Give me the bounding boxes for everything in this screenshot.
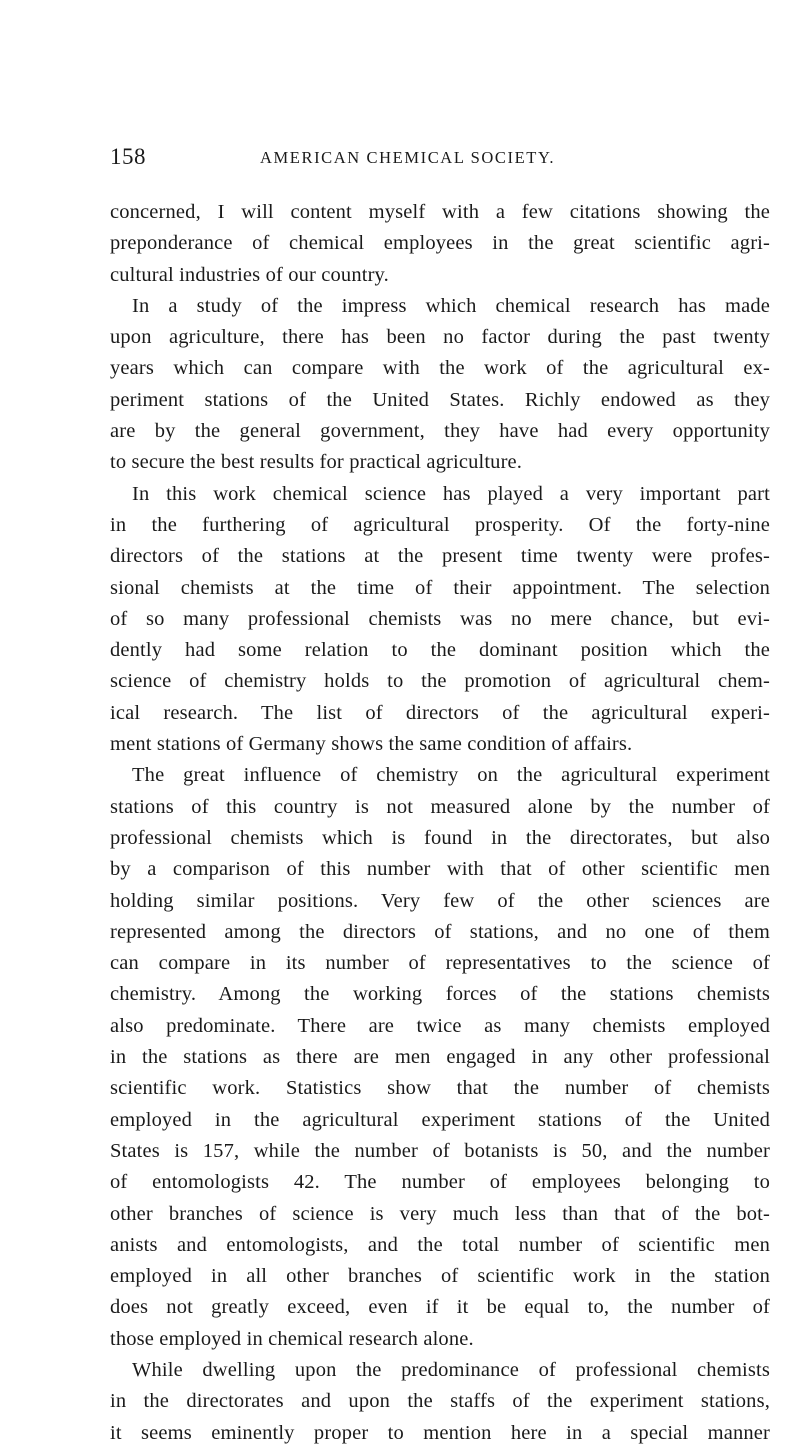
text-line: years which can compare with the work of the agricultural ex- (110, 357, 770, 380)
text-line: by a comparison of this number with that of other scientific men (110, 858, 770, 881)
text-line: States is 157, while the number of botanists is 50, and the number (110, 1139, 770, 1162)
text-line: periment stations of the United States. Richly endowed as they (110, 388, 770, 411)
text-line: to secure the best results for practical agriculture. (110, 451, 523, 474)
text-line: ical research. The list of directors of the agricultural experi- (110, 701, 770, 724)
text-line: can compare in its number of representatives to the science of (110, 952, 770, 975)
text-line: employed in all other branches of scientific work in the station (110, 1265, 770, 1288)
text-line: other branches of science is very much less than that of the bot- (110, 1202, 770, 1225)
paragraph-start-line: In this work chemical science has played a very important part (132, 482, 770, 505)
text-line: preponderance of chemical employees in the great scientific agri- (110, 232, 770, 255)
text-line: professional chemists which is found in the directorates, but also (110, 826, 770, 849)
text-line: stations of this country is not measured alone by the number of (110, 795, 770, 818)
text-line: employed in the agricultural experiment stations of the United (110, 1108, 770, 1131)
text-line: directors of the stations at the present time twenty were profes- (110, 545, 770, 568)
text-line: of entomologists 42. The number of employees belonging to (110, 1171, 770, 1194)
journal-title: AMERICAN CHEMICAL SOCIETY. (260, 148, 556, 167)
text-line: cultural industries of our country. (110, 263, 389, 286)
text-line: of so many professional chemists was no mere chance, but evi- (110, 607, 770, 630)
text-line: also predominate. There are twice as many chemists employed (110, 1014, 770, 1037)
paragraph-start-line: In a study of the impress which chemical research has made (132, 294, 770, 317)
text-line: ment stations of Germany shows the same condition of affairs. (110, 733, 633, 756)
text-line: in the furthering of agricultural prosperity. Of the forty-nine (110, 513, 770, 536)
text-line: concerned, I will content myself with a few citations showing the (110, 201, 770, 223)
text-line: sional chemists at the time of their appointment. The selection (110, 576, 770, 599)
text-line: chemistry. Among the working forces of the stations chemists (110, 983, 770, 1006)
text-line: scientific work. Statistics show that the number of chemists (110, 1077, 770, 1100)
text-line: anists and entomologists, and the total number of scientific men (110, 1233, 770, 1256)
running-head (110, 144, 750, 176)
text-line: dently had some relation to the dominant position which the (110, 639, 770, 662)
text-line: represented among the directors of stations, and no one of them (110, 920, 770, 943)
text-line: does not greatly exceed, even if it be equal to, the number of (110, 1296, 770, 1319)
text-line: in the directorates and upon the staffs of the experiment stations, (110, 1390, 770, 1413)
body-text (110, 197, 770, 1449)
text-line: in the stations as there are men engaged in any other professional (110, 1046, 770, 1069)
paragraph-start-line: While dwelling upon the predominance of professional chemists (132, 1358, 770, 1381)
page-number: 158 (110, 144, 146, 169)
text-line: science of chemistry holds to the promotion of agricultural chem- (110, 670, 770, 693)
text-line: upon agriculture, there has been no factor during the past twenty (110, 326, 770, 349)
text-line: it seems eminently proper to mention here in a special manner (110, 1421, 770, 1444)
text-line: those employed in chemical research alone. (110, 1327, 474, 1350)
paragraph-start-line: The great influence of chemistry on the agricultural experiment (132, 764, 770, 787)
text-line: are by the general government, they have had every opportunity (110, 420, 770, 443)
text-line: holding similar positions. Very few of the other sciences are (110, 889, 770, 912)
